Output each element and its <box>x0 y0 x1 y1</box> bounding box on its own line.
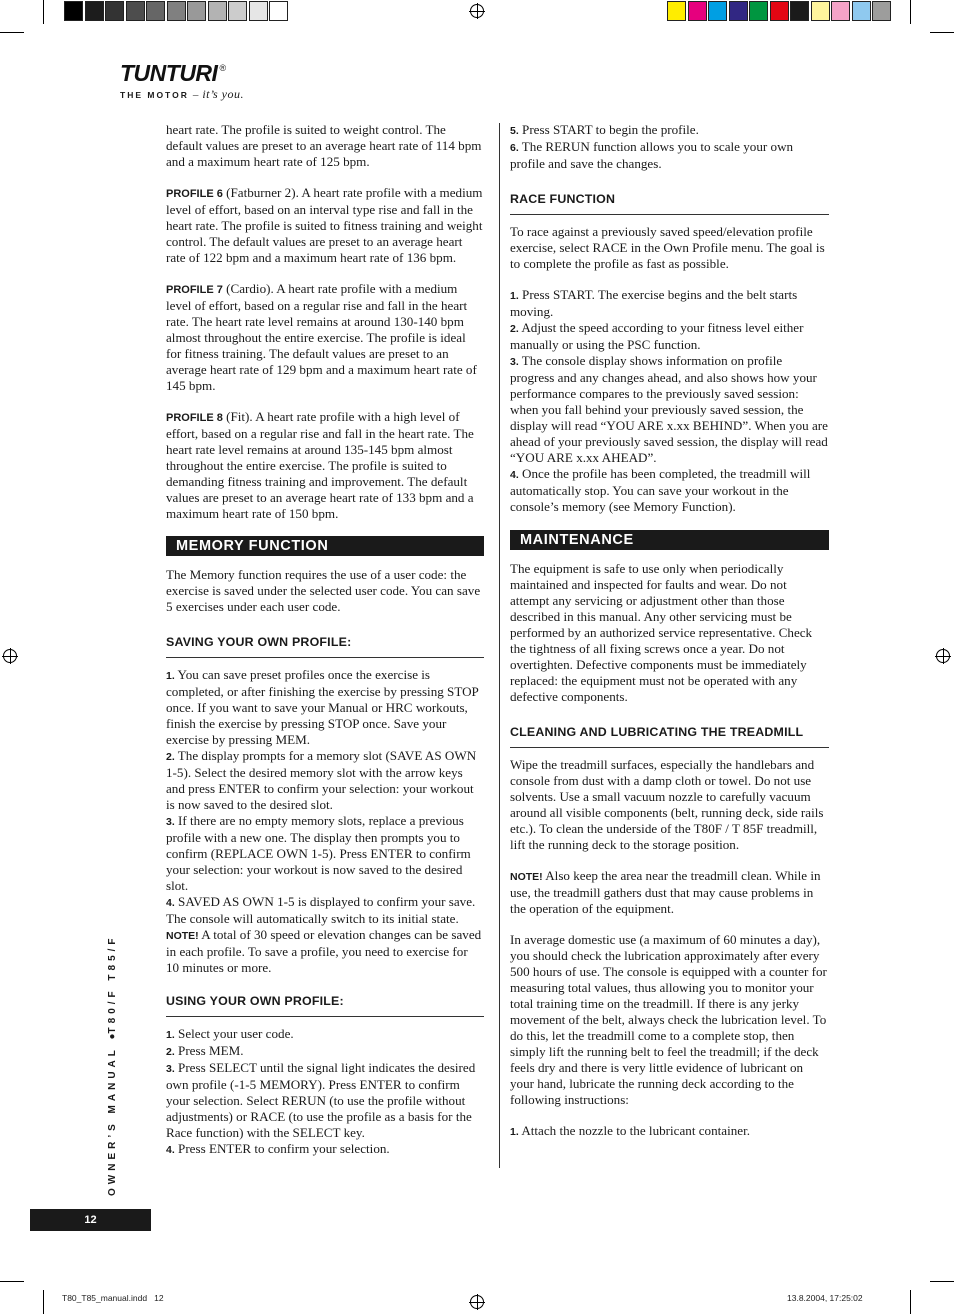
list-item <box>510 466 829 515</box>
step-text: If there are no empty memory slots, replace a previous profile with a new one. The display then prompts you to confirm (REPLACE OWN 1-5). Press ENTER to confirm your selection: your workout is now saved to the desired slot. <box>166 813 471 893</box>
list-item <box>510 139 829 172</box>
maintenance-heading: MAINTENANCE <box>510 530 829 550</box>
color-swatch <box>872 1 891 21</box>
step-text: Press SELECT until the signal light indicates the desired own profile (-1-5 MEMORY). Press ENTER to confirm your selection. Select RERUN (to use the profile without adjustments) or RACE (to use the profile as a basis for the Race function) with the SELECT key. <box>166 1060 476 1140</box>
tagline <box>120 85 244 103</box>
intro-paragraph: heart rate. The profile is suited to weight control. The default values are preset to an average heart rate of 114 bpm and a maximum heart rate of 125 bpm. <box>166 122 482 169</box>
slug-timestamp: 13.8.2004, 17:25:02 <box>787 1293 863 1303</box>
saving-profile-heading: SAVING YOUR OWN PROFILE: <box>166 634 484 658</box>
list-item <box>166 813 484 894</box>
page-number: 12 <box>30 1209 151 1231</box>
profile-7-paragraph <box>166 281 484 394</box>
color-swatch <box>770 1 789 21</box>
note-text: A total of 30 speed or elevation changes can be saved in each profile. To save a profile, you need to exercise for 10 minutes or more. <box>166 927 482 975</box>
color-swatch <box>105 1 124 21</box>
step-number: 1. <box>510 1126 519 1138</box>
step-text: Press MEM. <box>174 1043 244 1058</box>
list-item <box>510 122 829 139</box>
profile-text: (Cardio). A heart rate profile with a medium level of effort, based on a regular rise and fall in the heart rate. The heart rate level remains at around 130-140 bpm almost throughout the entire exercise. The profile is ideal for fitness training. The default values are preset to an average heart rate of 129 bpm and a maximum heart rate of 145 bpm. <box>166 281 477 393</box>
step-number: 5. <box>510 125 519 137</box>
step-text: Press START to begin the profile. <box>518 122 699 137</box>
color-swatch <box>790 1 809 21</box>
step-text: Press ENTER to confirm your selection. <box>174 1141 390 1156</box>
step-text: SAVED AS OWN 1-5 is displayed to confirm your save. The console will automatically switch to its initial state. <box>166 894 476 926</box>
color-swatch <box>708 1 727 21</box>
step-number: 1. <box>166 670 175 682</box>
slug-filename: T80_T85_manual.indd 12 <box>62 1293 164 1303</box>
profile-label: PROFILE 6 <box>166 188 223 200</box>
step-number: 3. <box>166 816 175 828</box>
color-swatch <box>64 1 83 21</box>
maintenance-paragraph: The equipment is safe to use only when periodically maintained and inspected for faults and wear. Do not attempt any servicing or adjustment other than those described in this manual. Any other servicing must be performed by an authorized service representative. Check the tightness of all fixing screws once a year. Do not overtighten. Defective components must be immediately replaced: the equipment must not be operated with any defective components. <box>510 561 813 704</box>
note-paragraph <box>166 927 484 976</box>
step-number: 4. <box>510 469 519 481</box>
color-swatch <box>688 1 707 21</box>
list-item <box>510 320 829 353</box>
profile-8-paragraph <box>166 409 484 522</box>
step-text: The RERUN function allows you to scale your own profile and save the changes. <box>510 139 794 171</box>
registration-mark-icon <box>936 649 950 663</box>
lubrication-paragraph: In average domestic use (a maximum of 60 minutes a day), you should check the lubrication approximately after every 500 hours of use. The console is equipped with a counter for measuring total values, thus allowing you to monitor your total training time on the treadmill. If there is any jerky movement of the belt, always check the lubrication level. To do this, let the treadmill come to a complete stop, then simply lift the running belt to feel the treadmill; if the deck feels dry and there is very little evidence of lubricant on your hand, lubricate the running deck according to the following instructions: <box>510 932 827 1107</box>
list-item <box>510 287 829 320</box>
vertical-manual-title <box>107 934 118 1196</box>
list-item <box>166 894 484 927</box>
tagline-script: it’s you. <box>202 87 244 101</box>
crop-mark <box>0 1281 24 1282</box>
step-text: Attach the nozzle to the lubricant container. <box>518 1123 751 1138</box>
registration-mark-icon <box>3 649 17 663</box>
step-text: Select your user code. <box>174 1026 294 1041</box>
memory-intro: The Memory function requires the use of a user code: the exercise is saved under the selected user code. You can save 5 exercises under each user code. <box>166 567 481 614</box>
using-steps-list <box>166 1026 484 1158</box>
color-swatch <box>749 1 768 21</box>
tagline-dash: – <box>192 89 199 101</box>
color-swatch <box>167 1 186 21</box>
step-number: 2. <box>510 323 519 335</box>
crop-mark <box>0 32 24 33</box>
color-swatch <box>249 1 268 21</box>
step-number: 3. <box>166 1063 175 1075</box>
column-divider <box>499 123 500 1168</box>
list-item <box>166 1026 484 1043</box>
step-text: You can save preset profiles once the exercise is completed, or after finishing the exercise by pressing STOP once. If you want to save your Manual or HRC workouts, finish the exercise by pressing STOP once. Save your exercise by pressing MEM. <box>166 667 479 747</box>
step-number: 1. <box>510 290 519 302</box>
crop-mark <box>910 0 911 24</box>
memory-function-heading: MEMORY FUNCTION <box>166 536 484 556</box>
color-swatch <box>228 1 247 21</box>
registration-mark-icon <box>470 1295 484 1309</box>
saving-steps-list <box>166 667 484 976</box>
color-swatch <box>208 1 227 21</box>
step-text: Press START. The exercise begins and the belt starts moving. <box>510 287 798 319</box>
right-column <box>510 122 829 1140</box>
color-swatch <box>146 1 165 21</box>
list-item <box>510 1123 829 1140</box>
step-number: 2. <box>166 751 175 763</box>
profile-6-paragraph <box>166 185 484 266</box>
model-label: T80/F T85/F <box>107 934 118 1034</box>
profile-label: PROFILE 7 <box>166 284 223 296</box>
cleaning-paragraph: Wipe the treadmill surfaces, especially the handlebars and console from dust with a damp cloth or towel. Do not use solvents. Use a small vacuum nozzle to carefully vacuum around all visible components (belt, running deck, side rails etc.). To clean the underside of the T80F / T 85F treadmill, lift the running deck to the storage position. <box>510 757 824 852</box>
crop-mark <box>43 1290 44 1314</box>
tagline-main: THE MOTOR <box>120 90 189 100</box>
color-swatch <box>269 1 288 21</box>
brand-logo <box>120 60 244 103</box>
list-item <box>166 748 484 813</box>
crop-mark <box>930 1281 954 1282</box>
step-number: 6. <box>510 142 519 154</box>
bullet-icon: ● <box>107 1033 118 1040</box>
race-steps-list <box>510 287 829 515</box>
step-number: 3. <box>510 356 519 368</box>
note-text: Also keep the area near the treadmill clean. While in use, the treadmill gathers dust that may cause problems in the operation of the equipment. <box>510 868 821 916</box>
cleaning-heading: CLEANING AND LUBRICATING THE TREADMILL <box>510 724 829 748</box>
color-swatch <box>831 1 850 21</box>
race-intro: To race against a previously saved speed/elevation profile exercise, select RACE in the Own Profile menu. The goal is to complete the profile as fast as possible. <box>510 224 825 271</box>
crop-mark <box>930 32 954 33</box>
profile-text: (Fit). A heart rate profile with a high level of effort, based on a regular rise and fall in the heart rate. The heart rate level remains at around 135-145 bpm almost throughout the entire exercise. The profile is suited to demanding fitness training and improvement. The default values are preset to an average heart rate of 133 bpm and a maximum heart rate of 150 bpm. <box>166 409 474 521</box>
color-swatch <box>852 1 871 21</box>
registration-mark-icon <box>470 4 484 18</box>
note-paragraph <box>510 868 829 917</box>
logo-text: TUNTURI <box>120 60 218 86</box>
list-item <box>166 1060 484 1141</box>
using-profile-heading: USING YOUR OWN PROFILE: <box>166 993 484 1017</box>
color-swatch <box>85 1 104 21</box>
race-function-heading: RACE FUNCTION <box>510 191 829 215</box>
note-label: NOTE! <box>510 871 543 883</box>
step-number: 2. <box>166 1046 175 1058</box>
step-number: 4. <box>166 1144 175 1156</box>
list-item <box>166 1043 484 1060</box>
note-label: NOTE! <box>166 930 199 942</box>
step-text: The display prompts for a memory slot (SAVE AS OWN 1-5). Select the desired memory slot with the arrow keys and press ENTER to confirm your selection: your workout is now saved to the desired slot. <box>166 748 477 812</box>
left-column <box>166 122 484 1158</box>
color-swatch <box>729 1 748 21</box>
step-number: 1. <box>166 1029 175 1041</box>
color-swatch <box>187 1 206 21</box>
color-swatch <box>667 1 686 21</box>
color-swatch <box>811 1 830 21</box>
crop-mark <box>910 1290 911 1314</box>
manual-label: OWNER’S MANUAL <box>107 1046 118 1196</box>
registered-mark: ® <box>219 63 227 73</box>
profile-text: (Fatburner 2). A heart rate profile with a medium level of effort, based on an interval type rise and fall in the heart rate. The profile is suited to fitness training and weight control. The default values are preset to an average heart rate of 122 bpm and a maximum heart rate of 136 bpm. <box>166 185 483 265</box>
step-text: Once the profile has been completed, the treadmill will automatically stop. You can save your workout in the console’s memory (see Memory Function). <box>510 466 811 514</box>
step-number: 4. <box>166 897 175 909</box>
list-item <box>166 667 484 748</box>
list-item <box>510 353 829 466</box>
step-text: Adjust the speed according to your fitness level either manually or using the PSC function. <box>510 320 804 352</box>
crop-mark <box>43 0 44 24</box>
profile-label: PROFILE 8 <box>166 412 223 424</box>
color-swatch <box>126 1 145 21</box>
list-item <box>166 1141 484 1158</box>
step-text: The console display shows information on profile progress and any changes ahead, and also shows how your performance compares to the previously saved session: when you fall behind your previously saved session, the display will read “YOU ARE x.xx BEHIND”. When you are ahead of your previously saved session, the display will read “YOU ARE x.xx AHEAD”. <box>510 353 828 465</box>
